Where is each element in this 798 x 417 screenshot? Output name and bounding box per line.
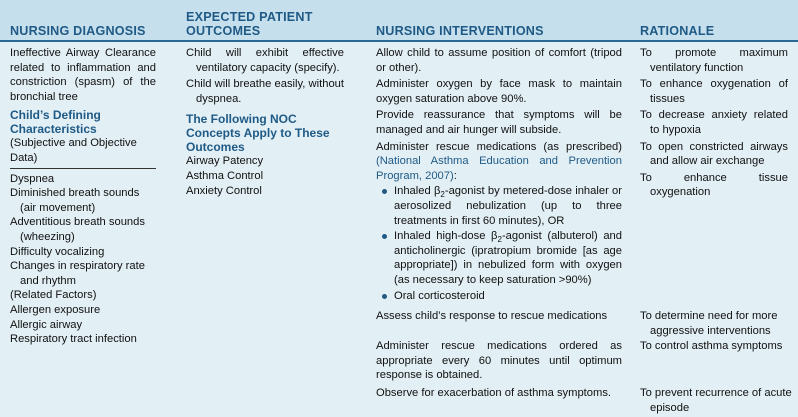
characteristic-item: Adventitious breath sounds (wheezing)	[10, 216, 145, 243]
outcomes-column	[186, 46, 344, 198]
rationale-item: To open constricted airways and allow air exchange	[640, 140, 788, 168]
rationale-item: To decrease anxiety related to hypoxia	[640, 109, 788, 136]
interventions-column	[376, 46, 622, 304]
intervention-item: Assess child’s response to rescue medications	[376, 310, 608, 322]
intervention-item: Observe for exacerbation of asthma symptoms.	[376, 387, 612, 399]
characteristic-item: Changes in respiratory rate and rhythm	[10, 260, 145, 287]
characteristic-item: Diminished breath sounds (air movement)	[10, 187, 140, 214]
intervention-item: Administer rescue medications ordered as appropriate every 60 minutes until optimum response is obtained.	[376, 340, 622, 382]
related-factor-item: Allergen exposure	[10, 303, 101, 316]
table-header	[0, 0, 798, 40]
noc-item: Airway Patency	[186, 155, 264, 168]
intervention-item: Provide reassurance that symptoms will be managed and air hunger will subside.	[376, 109, 622, 136]
header-rationale: RATIONALE	[640, 24, 715, 38]
rationale-item: To enhance tissue oxygenation	[640, 171, 788, 199]
noc-item: Asthma Control	[186, 169, 264, 182]
citation-link[interactable]: (National Asthma Education and Prevention Program, 2007)	[376, 155, 622, 182]
related-factor-item: Respiratory tract infection	[10, 333, 137, 346]
rationale-item: To control asthma symptoms	[640, 340, 783, 352]
characteristic-item: Difficulty vocalizing	[10, 245, 105, 258]
related-factors-heading: (Related Factors)	[10, 289, 97, 302]
list-item: Oral corticosteroid	[394, 289, 622, 304]
noc-heading: The Following NOC Concepts Apply to These Outcomes	[186, 112, 330, 155]
characteristic-item: Dyspnea	[10, 172, 55, 185]
intervention-item: Allow child to assume position of comfort (tripod or other).	[376, 47, 622, 74]
rationale-item: To determine need for more aggressive interventions	[640, 310, 778, 337]
list-item: Inhaled $\beta_2$-agonist by metered-dose inhaler or aerosolized nebulization (up to three treatments in first 60 minutes), OR	[394, 185, 623, 227]
rationale-item: To prevent recurrence of acute episode	[640, 387, 792, 414]
header-outcomes: EXPECTED PATIENT OUTCOMES	[186, 10, 313, 38]
intervention-item: Administer rescue medications (as prescribed) (National Asthma Education and Prevention Program, 2007):	[376, 140, 622, 182]
defining-characteristics-heading: Child’s Defining Characteristics (Subjective and Objective Data)	[10, 108, 156, 168]
outcome-item: Child will exhibit effective ventilatory capacity (specify).	[186, 47, 344, 74]
medication-list	[376, 184, 622, 303]
outcome-item: Child will breathe easily, without dyspnea.	[186, 78, 344, 105]
rationale-item: To promote maximum ventilatory function	[640, 47, 788, 74]
diagnosis-statement: Ineffective Airway Clearance related to inflammation and constriction (spasm) of the bronchial tree	[10, 47, 156, 103]
intervention-item: Administer oxygen by face mask to maintain oxygen saturation above 90%.	[376, 78, 622, 105]
rationale-item: To enhance oxygenation of tissues	[640, 78, 788, 105]
list-item: Inhaled high-dose $\beta_2$-agonist (albuterol) and anticholinergic (ipratropium bromide [as age appropriate]) in nebulized form with oxygen (as necessary to keep saturation >90%)	[394, 230, 622, 286]
noc-item: Anxiety Control	[186, 184, 262, 197]
header-rule	[0, 40, 798, 42]
diagnosis-column	[10, 46, 156, 347]
rationale-column	[640, 46, 788, 202]
header-diagnosis: NURSING DIAGNOSIS	[10, 24, 146, 38]
header-interventions: NURSING INTERVENTIONS	[376, 24, 544, 38]
related-factor-item: Allergic airway	[10, 318, 83, 331]
